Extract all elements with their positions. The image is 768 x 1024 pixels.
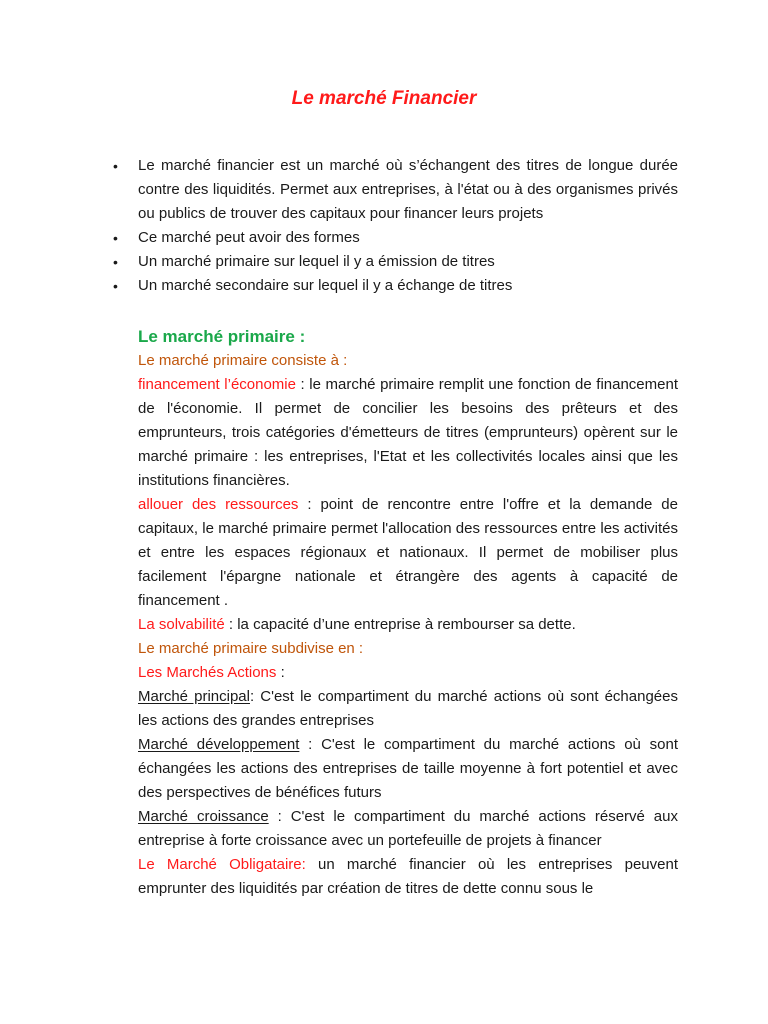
solvabilite-term: La solvabilité — [138, 616, 225, 633]
section-marche-primaire — [138, 324, 678, 901]
allouer-term: allouer des ressources — [138, 496, 299, 513]
solvabilite-paragraph: La solvabilité : la capacité d’une entreprise à rembourser sa dette. — [138, 616, 576, 633]
bullet-icon: • — [113, 278, 118, 294]
section-heading: Le marché primaire : — [138, 327, 306, 346]
bullet-icon: • — [113, 230, 118, 246]
financement-paragraph: financement l’économie : le marché primaire remplit une fonction de financement de l'économie. Il permet de concilier les besoins des prêteurs et des emprunteurs, trois catégories d'émetteurs de titres (emprunteurs) opèrent sur le marché primaire : les entreprises, l'Etat et les collectivités locales ainsi que les institutions financières. — [138, 376, 679, 489]
developpement-term: Marché développement — [138, 736, 300, 753]
actions-paragraph: Les Marchés Actions : — [138, 664, 285, 681]
list-item: • Un marché secondaire sur lequel il y a échange de titres — [112, 274, 678, 298]
bullet-icon: • — [113, 254, 118, 270]
developpement-paragraph: Marché développement : C'est le compartiment du marché actions où sont échangées les actions des entreprises de taille moyenne à fort potentiel et avec des perspectives de bénéfices futurs — [138, 736, 679, 801]
actions-term: Les Marchés Actions — [138, 664, 277, 681]
subdivise-label: Le marché primaire subdivise en : — [138, 640, 364, 657]
list-item: • Un marché primaire sur lequel il y a émission de titres — [112, 250, 678, 274]
croissance-term: Marché croissance — [138, 808, 269, 825]
consiste-label: Le marché primaire consiste à : — [138, 352, 348, 369]
allouer-paragraph: allouer des ressources : point de rencontre entre l'offre et la demande de capitaux, le marché primaire permet l'allocation des ressources entre les activités et entre les espaces régionaux et nationaux. Il permet de mobiliser plus facilement l'épargne nationale et étrangère des agents à capacité de financement . — [138, 496, 678, 609]
page-title: Le marché Financier — [291, 88, 477, 109]
bullet-icon: • — [113, 158, 118, 174]
obligataire-term: Le Marché Obligataire: — [138, 856, 306, 873]
list-item: • Le marché financier est un marché où s’échangent des titres de longue durée contre des liquidités. Permet aux entreprises, à l'état ou à des organismes privés ou publics de trouver des capitaux pour financer leurs projets — [112, 154, 678, 226]
financement-term: financement l’économie — [138, 376, 296, 393]
obligataire-paragraph: Le Marché Obligataire: un marché financier où les entreprises peuvent emprunter des liquidités par création de titres de dette connu sous le — [138, 856, 678, 897]
principal-paragraph: Marché principal: C'est le compartiment du marché actions où sont échangées les actions des grandes entreprises — [138, 688, 678, 729]
croissance-paragraph: Marché croissance : C'est le compartiment du marché actions réservé aux entreprise à forte croissance avec un portefeuille de projets à financer — [138, 808, 678, 849]
principal-term: Marché principal — [138, 688, 250, 705]
bullet-list — [112, 154, 678, 298]
list-item: • Ce marché peut avoir des formes — [112, 226, 678, 250]
